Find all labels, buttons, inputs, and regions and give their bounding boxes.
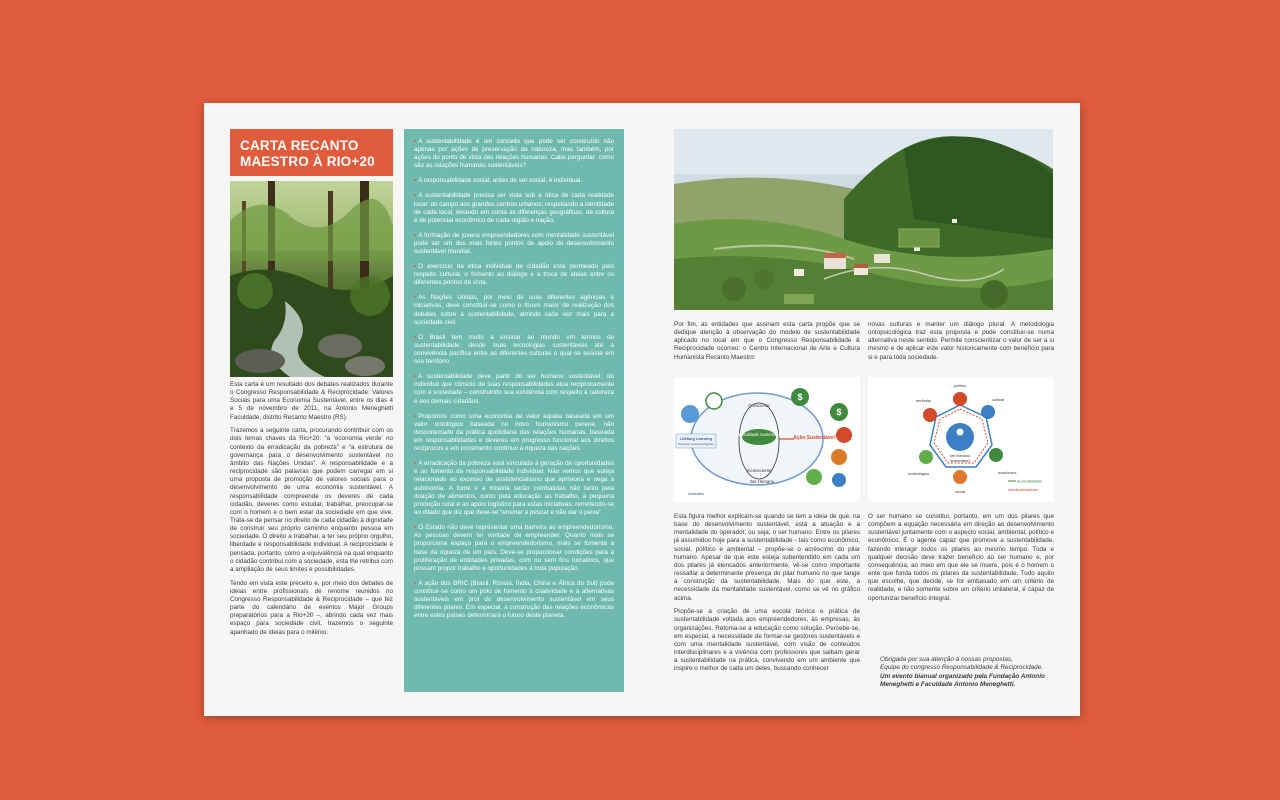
proposal-item: • A responsabilidade social, antes de ser social, é individual. bbox=[414, 177, 583, 185]
diagram2-center-2: sustentável bbox=[950, 459, 970, 463]
energy-icon bbox=[831, 449, 847, 465]
bullet-icon: • bbox=[414, 373, 417, 381]
person-icon bbox=[957, 429, 964, 436]
proposal-item: • A formação de jovens empreendedores com mentalidade sustentável pode ser um dos mais fortes pontos de apoio do desenvolvimento sustentável mundial. bbox=[414, 231, 614, 256]
article-title bbox=[230, 129, 393, 176]
people-icon bbox=[681, 405, 699, 423]
proposal-item: • Propomos como uma economia de valor aquela baseada em um valor ontológico baseada no novo humanismo perene, não desconectado da prática quotidiana das relações humanas, baseada em responsabilidades e deveres em progresso funcional aos direitos recíprocos e em incremento contínuo à riqueza das nações. bbox=[414, 412, 614, 453]
proposal-item: • O Brasil tem muito a ensinar ao mundo em termos de sustentabilidade: desde suas tecnologias sustentáveis até a convivência pacífica entre as diferentes culturas o qual se assiste em seu território. bbox=[414, 333, 614, 366]
proposal-item: • As Nações Unidas, por meio de suas diferentes agências e iniciativas, deve constituir-se como o fórum maior de realização dos debates sobre a sustentabilidade, abrindo cada vez mais para a sociedade civil. bbox=[414, 294, 614, 326]
intro-column bbox=[230, 381, 393, 711]
diagram2-top-right: cultural bbox=[992, 398, 1005, 402]
bullet-icon: • bbox=[414, 460, 417, 468]
bullet-icon: • bbox=[414, 177, 417, 185]
proposal-item: • A sustentabilidade deve partir do ser humano sustentável; do indivíduo que cônscio de suas responsabilidades atua reciprocamente com a sociedade – construindo sua existência com respeito à natureza e aos demais cidadãos. bbox=[414, 373, 614, 405]
bullet-icon: • bbox=[414, 579, 417, 587]
closing-line-3: Um evento bianual organizado pela Fundação Antonio Meneghetti e Faculdade Antonio Meneghetti. bbox=[880, 672, 1045, 689]
sustainable-mentality-diagram bbox=[674, 377, 860, 502]
proposal-item: • O Estado não deve representar uma barreira ao empreendedorismo. As pessoas devem ter vontade de empreender. Quanto mais se proporciona espaço para o empreendedorismo, mais se fomenta a base da riqueza de um país. Deve-se proporcionar condições para a proliferação de entidades privadas, com ou sem fins lucrativos, que possam propor trabalho e oportunidades a toda população. bbox=[414, 524, 614, 572]
diagram-bottom-label: Inconsciente bbox=[746, 468, 772, 473]
diagram-base-label: Ser Humano bbox=[749, 479, 775, 484]
right-col-continuation: novas culturas e manter um diálogo plural. A metodologia ontopsicológica traz esta proposta e pode constituir-se numa alternativa neste sentido. Permite conscientizar o valor de ser a si mesmo e de aplicar este valor historicamente com benefício para si e para toda sociedade. bbox=[868, 321, 1054, 361]
bullet-icon: • bbox=[414, 333, 417, 341]
closing-line-2: Equipe do congresso Responsabilidade & Reciprocidade. bbox=[880, 664, 1044, 672]
bullet-icon: • bbox=[414, 231, 417, 239]
pillars-cycle-diagram bbox=[868, 377, 1053, 502]
proposal-item: • A sustentabilidade é um conceito que pode ser construído não apenas por ações de preservação da natureza, mas também, por ações do ponto de vista das relações humanas. Cabe perguntar: como são as relações humanas sustentáveis? bbox=[414, 138, 614, 170]
figure-explanation-column bbox=[674, 513, 860, 713]
bullet-icon: • bbox=[414, 412, 417, 420]
diagram-right-label: Ação Sustentável bbox=[793, 435, 835, 441]
svg-text:$: $ bbox=[797, 392, 803, 402]
magazine-spread bbox=[204, 103, 1080, 716]
bullet-icon: • bbox=[414, 294, 417, 302]
legend-interdisciplinarity: interdisciplinaridade bbox=[1008, 488, 1038, 492]
legend-sustainability: Sustentabilidade bbox=[1017, 479, 1043, 484]
bullet-icon: • bbox=[414, 138, 417, 145]
building-icon bbox=[836, 427, 852, 443]
bullet-icon: • bbox=[414, 192, 417, 200]
intro-paragraph-2: Trazemos a seguinte carta, procurando contribuir com os dois temas chaves da Rio+20: “a ‘economia verde’ no contexto da erradicação da pobreza” e “a estrutura de governança para o desenvolvimento sustentável no âmbito das Nações Unidas”. A responsabilidade e a reciprocidade são palavras que podem carregar em si uma proposta de promoção de valores sociais para o desenvolvimento de uma economia sustentável. A responsabilidade compreende os deveres de cada cidadão, deveres como estudar, trabalhar, preocupar-se com o homem e o bem estar da sociedade em que vive. Trata-se de pensar no direito de cada cidadão à dignidade de construir seu próprio caminho enquanto pessoa em sociedade. O direito a trabalhar, a ter seu próprio orgulho, liberdade e responsabilidade individual. A reciprocidade é pensada, portanto, como a equivalência na qual enquanto o cidadão contribui com a sociedade, esta lhe retribui com a ampliação de seus limites e possibilidades. bbox=[230, 427, 393, 573]
intro-paragraph-3: Tendo em vista este preceito e, por meio dos debates de ideias entre profissionais de renome reunidos no Congresso Responsabilidade & Reciprocidade – que fez parte do calendário de eventos Major Groups preparatórios para a Rio+20 –, abrindo cada vez mais espaço para sociedade civil, trazemos o seguinte apanhado de ideias para o milênio: bbox=[230, 579, 393, 636]
recycle-icon bbox=[806, 469, 822, 485]
bullet-icon: • bbox=[414, 524, 417, 532]
figure-paragraph-1: Esta figura melhor explicam-se quando se tem a ideia de que, na base do desenvolvimento sustentável, está a atuação e a mentalidade do operador, ou seja, o ser humano. Entre os pilares já assumidos hoje para a sustentabilidade - tais como econômico, social, político e ambiental – propõe-se o acréscimo do pilar humano. Apesar de que este esteja subentendido em cada um dos pilares já elencados anteriormente, vê-se como importante ressaltar a determinante presença do pilar humano no que tange a construção da sustentabilidade. Mais do que este, a necessidade da mentalidade sustentável, como se vê no gráfico acima. bbox=[674, 513, 860, 602]
proposal-item: • A ação dos BRIC (Brasil, Rússia, Índia, China e África do Sul) pode constituir-se como um polo de fomento à criatividade e à alternativas sustentáveis em prol do desenvolvimento sustentável em seus diferentes pilares. Em especial, a construção das relações econômicas entre estes países determinará o futuro deste planeta. bbox=[414, 579, 614, 620]
closing-note bbox=[880, 656, 1060, 690]
aerial-landscape-photo bbox=[674, 129, 1053, 310]
diagram2-top: político bbox=[953, 384, 967, 388]
diagram-left-label: Lifelong Learning bbox=[680, 437, 712, 441]
diagram2-center-1: ser humano bbox=[949, 454, 971, 458]
diagram-left-bottom-label: Autoestima bbox=[688, 492, 704, 496]
globe-icon bbox=[832, 473, 846, 487]
figure-paragraph-2: Propõe-se a criação de uma escola teórica e prática de sustentabilidade voltada aos empreendedores, às empresas, às organizações. Retoma-se a educação como solução. Percebe-se, em especial, a necessidade de formar-se gestores sustentáveis e com uma mentalidade sustentável, com visão de conteúdos interdisciplinares e a vivência com professores que saibam gerar a sustentabilidade na prática, convivendo em um ambiente que inspire o melhor de cada um deles, buscando conhecer bbox=[674, 608, 860, 673]
diagram2-bottom-left: ecobiológico bbox=[908, 472, 930, 476]
proposals-box bbox=[404, 129, 624, 692]
proposal-item: • O exercício da ética individual de cidadão está permeado pelo respeito cultural, o fomento ao diálogo e a troca de ideias entre os diferentes pontos de vista. bbox=[414, 263, 614, 287]
proposal-item: • A erradicação da pobreza está vinculada à geração de oportunidades e ao fomento da responsabilidade individual. Não vemos que esteja relacionado ao excesso de assistencialismo que aprisiona e nega a autonomia. A fome e a miséria serão combatidas não tanto pela doação de alimentos, como pela educação ao trabalho, à pequena produção rural e ao apoio logístico para estas iniciativas, remetendo-se ao ditado que diz que deve-se “ensinar a pescar e não dar o peixe”. bbox=[414, 460, 614, 517]
right-col-intro: Por fim, as entidades que assinam esta carta propõe que se dedique atenção à observação do modelo de sustentabilidade aplicado no local em que o Congresso Responsabilidade & Reciprocidade ocorreu: o Centro Internacional de Arte e Cultura Humanista Recanto Maestro: bbox=[674, 321, 860, 361]
human-pillar-column: O ser humano se constitui, portanto, em um dos pilares que compõem a equação necessária em direção ao desenvolvimento sustentável juntamente com o aspecto social, ambiental, político e econômico. É o agente capaz que promove a sustentabilidade, fazendo interagir todos os pilares ao mesmo tempo. Toda e qualquer decisão deve trazer benefício ao ser humano e, por consequência, ao meio em que ele se insere, pois é o homem o ente que funda todos os pilares da sustentabilidade. Tudo aquilo que escolhe, que decide, se for embasado em um critério de realidade, e não somente sobre um critério unilateral, é capaz de oportunizar benefício integral. bbox=[868, 513, 1054, 602]
forest-stream-photo bbox=[230, 181, 393, 377]
intro-paragraph-1: Esta carta é um resultado dos debates realizados durante o Congresso Responsabilidade & Reciprocidade: Valores Sociais para uma Economia Sustentável, entre os dias 4 e 5 de novembro de 2011, na Antonio Meneghetti Faculdade, distrito Recanto Maestro (RS). bbox=[230, 381, 393, 421]
title-line-1: CARTA RECANTO bbox=[240, 138, 359, 153]
svg-text:$: $ bbox=[836, 407, 842, 417]
diagram2-left: territorial bbox=[916, 399, 931, 403]
diagram-left-sublabel: Pessoas Ontopsicológicas bbox=[678, 442, 714, 446]
diagram2-right: econômico bbox=[998, 471, 1017, 475]
closing-line-1: Obrigada por sua atenção a nossas propostas, bbox=[880, 656, 1013, 663]
bullet-icon: • bbox=[414, 263, 417, 271]
diagram-top-label: Consciente bbox=[748, 403, 770, 408]
proposal-item: • A sustentabilidade precisa ser vista sob a ótica de cada realidade local: do campo aos grandes centros urbanos; respeitando a identidade de cada local, levando em conta as diferenças geográficas, de cultura e de potencial econômico de cada região e nação. bbox=[414, 192, 614, 224]
cycle-icon bbox=[706, 393, 722, 409]
title-line-2: MAESTRO À RIO+20 bbox=[240, 154, 375, 169]
diagram-center-label: Mentalidade Sustentável bbox=[736, 432, 782, 437]
diagram2-bottom: social bbox=[955, 490, 965, 494]
